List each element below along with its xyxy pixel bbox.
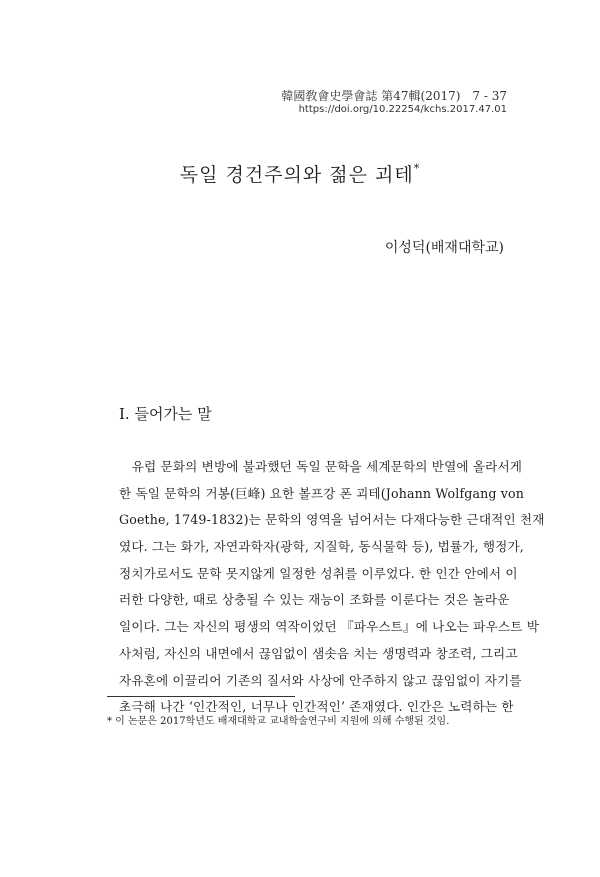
body-line: 한 독일 문학의 거봉(巨峰) 요한 볼프강 폰 괴테(Johann Wolfgang von	[119, 485, 525, 501]
body-line: 였다. 그는 화가, 자연과학자(광학, 지질학, 동식물학 등), 법률가, 행정가,	[119, 539, 524, 555]
paper-title-text: 독일 경건주의와 젊은 괴테	[179, 164, 414, 186]
body-paragraph	[119, 454, 545, 721]
body-line: 초극해 나간 ‘인간적인, 너무나 인간적인’ 존재였다. 인간은 노력하는 한	[119, 699, 514, 715]
body-line: Goethe, 1749-1832)는 문학의 영역을 넘어서는 다재다능한 근대적인 천재	[119, 512, 545, 528]
doi-link[interactable]: https://doi.org/10.22254/kchs.2017.47.01	[298, 104, 507, 115]
author-affiliation: 이성덕(배재대학교)	[384, 240, 504, 256]
title-footnote-mark[interactable]: *	[413, 161, 421, 175]
body-line: 자유혼에 이끌리어 기존의 질서와 사상에 안주하지 않고 끊임없이 자기를	[119, 672, 522, 688]
body-line: 러한 다양한, 때로 상충될 수 있는 재능이 조화를 이룬다는 것은 놀라운	[119, 592, 510, 608]
body-line: 정치가로서도 문학 못지않게 일정한 성취를 이루었다. 한 인간 안에서 이	[119, 565, 518, 581]
journal-header: 韓國敎會史學會誌 第47輯(2017) 7 - 37	[281, 89, 507, 103]
body-line: 사처럼, 자신의 내면에서 끊임없이 샘솟음 치는 생명력과 창조력, 그리고	[119, 645, 518, 661]
footnote: * 이 논문은 2017학년도 배재대학교 교내학술연구비 지원에 의해 수행된 것임.	[107, 716, 450, 727]
body-line: 일이다. 그는 자신의 평생의 역작이었던 『파우스트』에 나오는 파우스트 박	[119, 619, 540, 635]
paper-title	[0, 160, 600, 187]
body-line: 유럽 문화의 변방에 불과했던 독일 문학을 세계문학의 반열에 올라서게	[119, 459, 523, 474]
section-heading: I. 들어가는 말	[119, 405, 212, 423]
footnote-divider	[107, 696, 295, 697]
